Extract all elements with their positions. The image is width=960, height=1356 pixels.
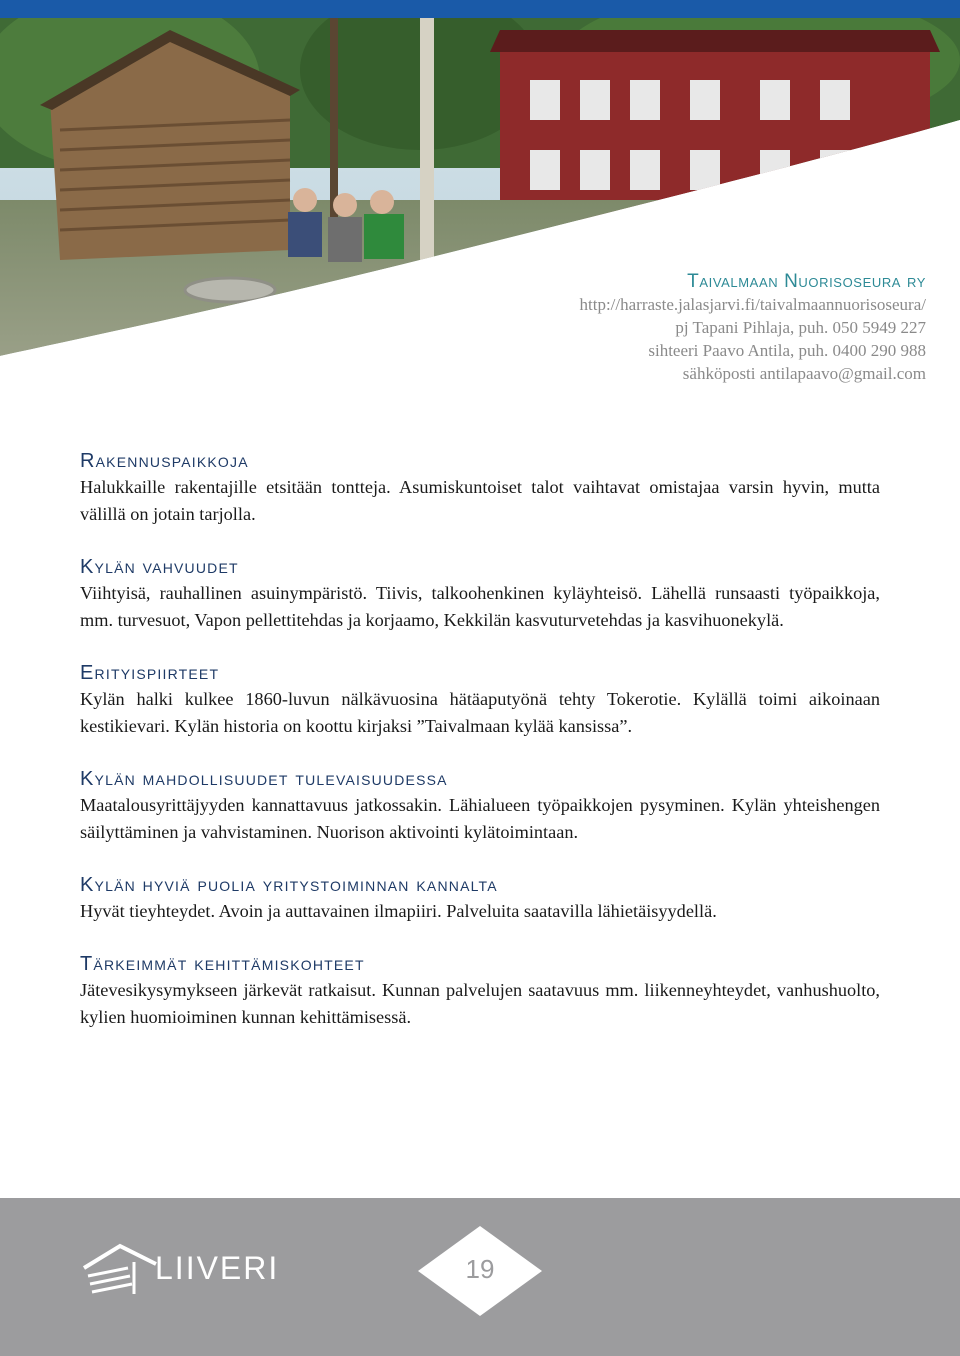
- organization-url[interactable]: http://harraste.jalasjarvi.fi/taivalmaannuorisoseura/: [579, 295, 926, 314]
- section-mahdollisuudet: [80, 766, 880, 846]
- organization-contact: [326, 270, 926, 385]
- section-rakennuspaikkoja: [80, 448, 880, 528]
- page-footer: [0, 1198, 960, 1356]
- section-text: Kylän halki kulkee 1860-luvun nälkävuosina hätäaputyönä tehty Tokerotie. Kylällä toimi aikoinaan kestikievari. Kylän historia on koottu kirjaksi ”Taivalmaan kylää kansissa”.: [80, 689, 880, 736]
- section-text: Jätevesikysymykseen järkevät ratkaisut. Kunnan palvelujen saatavuus mm. liikenneyhteydet, vanhushuolto, kylien huomioiminen kunnan kehittämisessä.: [80, 980, 880, 1027]
- section-kehittamiskohteet: [80, 951, 880, 1031]
- section-heading: Kylän vahvuudet: [80, 556, 239, 578]
- section-text: Halukkaille rakentajille etsitään tontteja. Asumiskuntoiset talot vaihtavat omistajaa varsin hyvin, mutta välillä on jotain tarjolla.: [80, 477, 880, 524]
- organization-name: Taivalmaan Nuorisoseura ry: [687, 271, 926, 292]
- section-heading: Rakennuspaikkoja: [80, 450, 249, 472]
- organization-email[interactable]: sähköposti antilapaavo@gmail.com: [682, 364, 926, 383]
- organization-chair: pj Tapani Pihlaja, puh. 050 5949 227: [675, 318, 926, 337]
- section-text: Maatalousyrittäjyyden kannattavuus jatkossakin. Lähialueen työpaikkojen pysyminen. Kylän yhteishengen säilyttäminen ja vahvistaminen. Nuorison aktivointi kylätoimintaan.: [80, 795, 880, 842]
- logo-text: LIIVERI: [155, 1250, 280, 1286]
- section-text: Hyvät tieyhteydet. Avoin ja auttavainen ilmapiiri. Palveluita saatavilla lähietäisyydellä.: [80, 901, 717, 921]
- section-heading: Erityispiirteet: [80, 662, 220, 684]
- section-hyvia-puolia: [80, 872, 880, 925]
- section-heading: Tärkeimmät kehittämiskohteet: [80, 953, 365, 975]
- section-heading: Kylän hyviä puolia yritystoiminnan kannalta: [80, 874, 498, 896]
- section-vahvuudet: [80, 554, 880, 634]
- main-content: [80, 448, 880, 1057]
- section-text: Viihtyisä, rauhallinen asuinympäristö. Tiivis, talkoohenkinen kyläyhteisö. Lähellä runsaasti työpaikkoja, mm. turvesuot, Vapon pellettitehdas ja korjaamo, Kekkilän kasvuturvetehdas ja kasvihuonekylä.: [80, 583, 880, 630]
- organization-secretary: sihteeri Paavo Antila, puh. 0400 290 988: [648, 341, 926, 360]
- section-erityispiirteet: [80, 660, 880, 740]
- page-number: 19: [465, 1254, 495, 1284]
- section-heading: Kylän mahdollisuudet tulevaisuudessa: [80, 768, 448, 790]
